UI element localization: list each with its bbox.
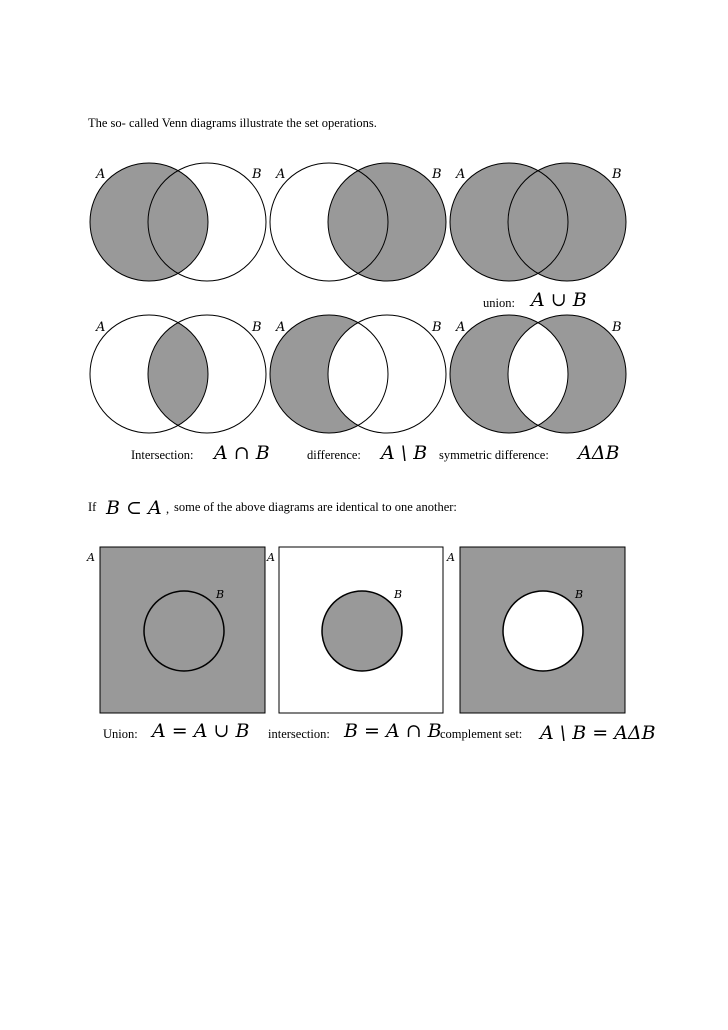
subset-diagram-complement <box>446 547 625 713</box>
difference-caption-formula: A \ B <box>381 442 428 464</box>
set-b-label: B <box>612 167 622 182</box>
symmetric-caption-formula: AΔB <box>578 442 620 464</box>
set-a-label: A <box>87 551 95 564</box>
symmetric-caption-label: symmetric difference: <box>439 448 549 462</box>
intersection-region <box>148 315 266 433</box>
union-caption-formula: A ∪ B <box>531 289 587 311</box>
intro-text: The so- called Venn diagrams illustrate the set operations. <box>88 116 377 130</box>
venn-diagram-intersection <box>90 315 266 433</box>
bottom-intersection-label: intersection: <box>268 727 330 741</box>
set-b-label: B <box>252 320 262 335</box>
subset-if-word: If <box>88 500 97 514</box>
intersection-caption-formula: A ∩ B <box>214 442 270 464</box>
subset-sentence: some of the above diagrams are identical to one another: <box>174 500 457 514</box>
intersection-caption-label: Intersection: <box>131 448 194 462</box>
set-a-label: A <box>267 551 275 564</box>
venn-diagram-b-shaded <box>270 163 446 281</box>
set-b-cutout <box>328 315 446 433</box>
set-a-label: A <box>276 320 286 335</box>
subset-diagram-union <box>86 547 265 713</box>
venn-diagram-a-shaded <box>90 163 266 281</box>
set-b-circle <box>508 163 626 281</box>
bottom-complement-formula: A \ B = AΔB <box>540 722 656 744</box>
set-b-label: B <box>612 320 622 335</box>
set-a-label: A <box>456 167 466 182</box>
set-a-label: A <box>456 320 466 335</box>
set-a-label: A <box>96 320 106 335</box>
difference-caption-label: difference: <box>307 448 361 462</box>
set-a-label: A <box>96 167 106 182</box>
set-b-circle <box>144 591 224 671</box>
set-a-label: A <box>447 551 455 564</box>
set-b-label: B <box>432 320 442 335</box>
subset-condition: B ⊂ A <box>106 497 162 519</box>
set-b-label: B <box>575 588 584 601</box>
set-a-label: A <box>276 167 286 182</box>
set-b-circle <box>322 591 402 671</box>
bottom-intersection-formula: B = A ∩ B <box>344 720 442 742</box>
venn-diagram-union <box>450 163 626 281</box>
set-b-label: B <box>432 167 442 182</box>
subset-diagram-intersection <box>266 547 443 713</box>
overlap-region <box>148 163 266 281</box>
venn-diagram-symmetric-difference <box>450 315 626 433</box>
subset-comma: , <box>166 502 170 516</box>
bottom-union-formula: A = A ∪ B <box>152 720 250 742</box>
venn-diagram-difference <box>270 315 446 433</box>
union-caption-label: union: <box>483 296 515 310</box>
set-b-label: B <box>252 167 262 182</box>
bottom-complement-label: complement set: <box>440 727 523 741</box>
set-b-circle <box>328 163 446 281</box>
set-b-label: B <box>216 588 225 601</box>
bottom-union-label: Union: <box>103 727 138 741</box>
set-b-circle <box>503 591 583 671</box>
set-b-label: B <box>394 588 403 601</box>
